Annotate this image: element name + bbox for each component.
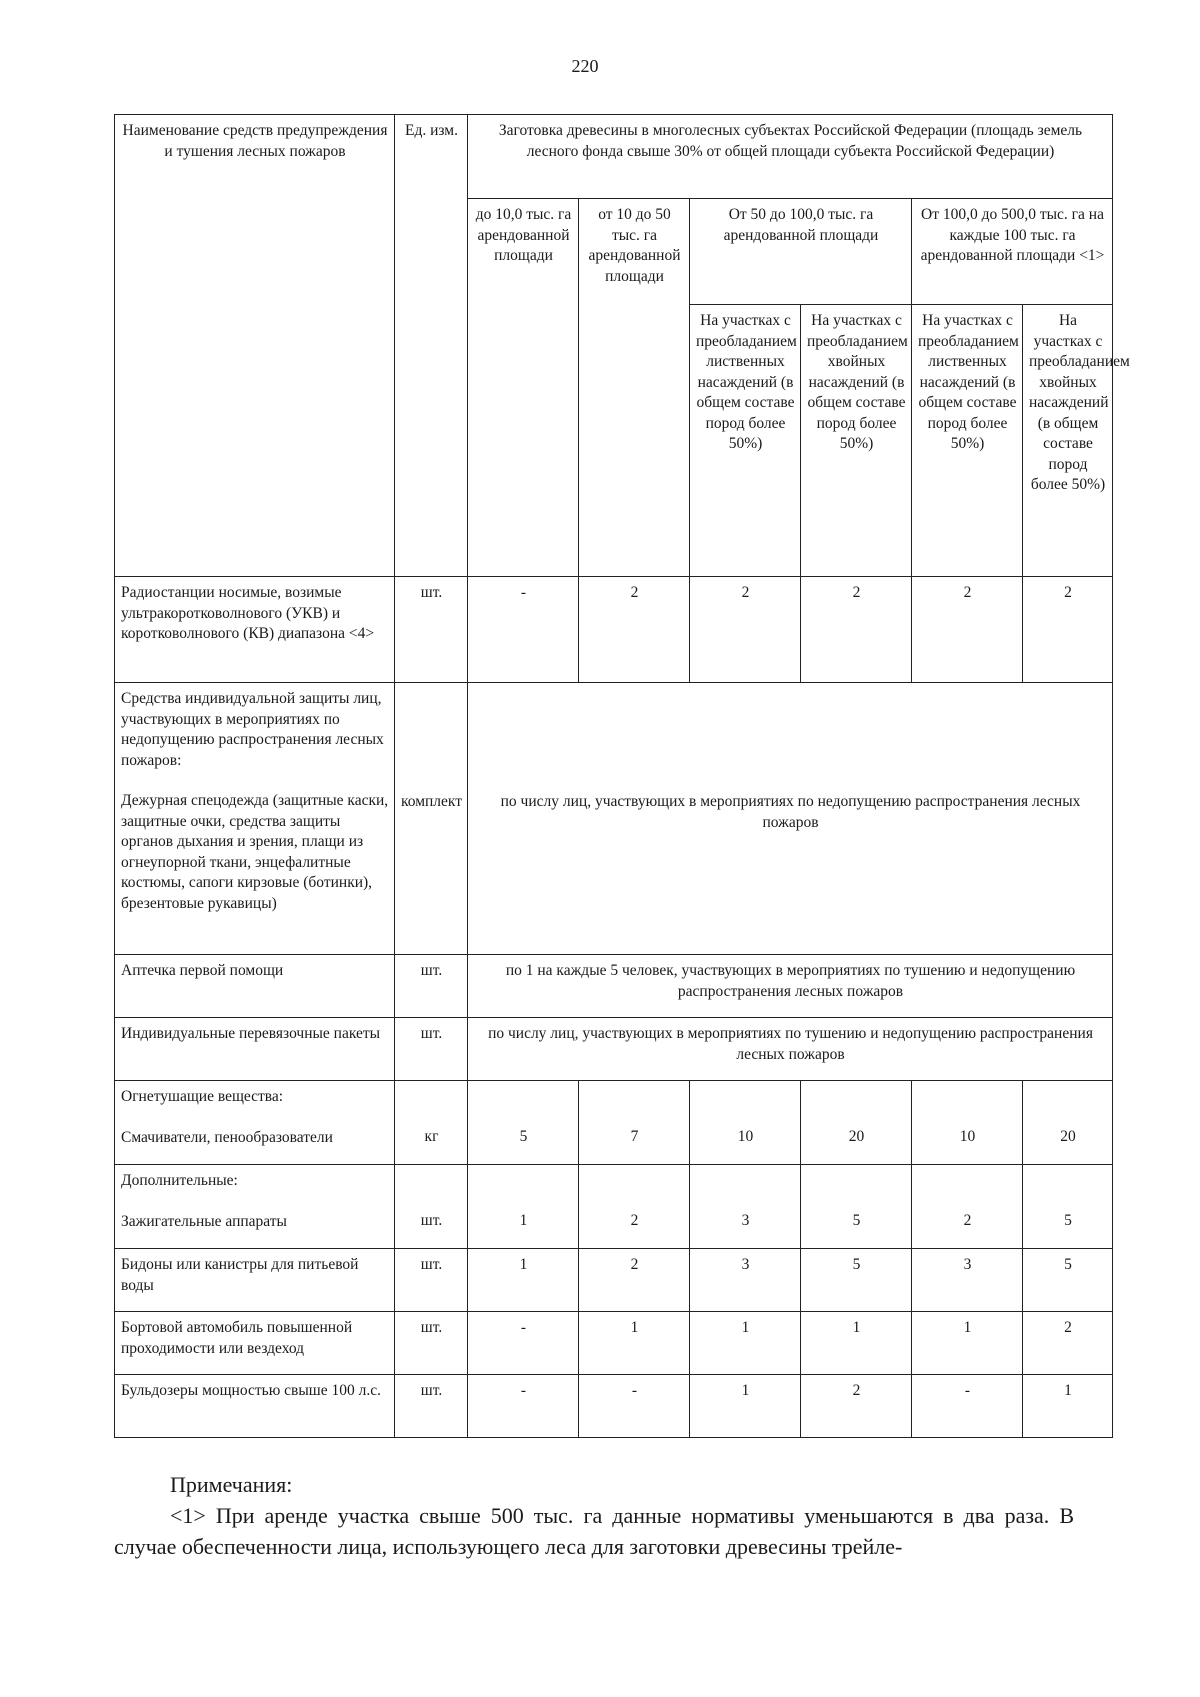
section-title: Средства индивидуальной защиты лиц, участвующих в мероприятиях по недопущению распространения лесных пожаров: [121, 690, 384, 769]
row-value [801, 1081, 912, 1165]
row-value: 3 [690, 1249, 801, 1312]
row-value: 2 [690, 577, 801, 683]
notes-heading: Примечания: [170, 1472, 293, 1497]
row-value [579, 1165, 690, 1249]
table-row [115, 1165, 1113, 1249]
row-value-text: 1 [519, 1212, 528, 1229]
row-value: 1 [468, 1249, 579, 1312]
row-item-name: Зажигательные аппараты [121, 1212, 287, 1230]
row-value: - [468, 1375, 579, 1438]
row-unit-text: шт. [420, 1212, 443, 1229]
row-name: Радиостанции носимые, возимые ультракоротковолнового (УКВ) и коротковолнового (КВ) диапазона <4> [115, 577, 395, 683]
row-value: по числу лиц, участвующих в мероприятиях по тушению и недопущению распространения лесных пожаров [468, 1018, 1113, 1081]
notes [114, 1469, 1074, 1562]
header-col-3: От 50 до 100,0 тыс. га арендованной площади [690, 199, 912, 305]
table-row [115, 1312, 1113, 1375]
row-unit: шт. [395, 1249, 468, 1312]
row-value: 2 [912, 577, 1023, 683]
row-value-text: 5 [1064, 1212, 1072, 1229]
header-row [115, 115, 1113, 199]
header-sub-1: На участках с преобладанием лиственных насаждений (в общем составе пород более 50%) [690, 305, 801, 577]
row-value [468, 683, 1113, 955]
row-unit [395, 683, 468, 955]
row-name [115, 683, 395, 955]
row-value: 3 [912, 1249, 1023, 1312]
page-number: 220 [571, 56, 599, 76]
header-col-4: От 100,0 до 500,0 тыс. га на каждые 100 тыс. га арендованной площади <1> [912, 199, 1113, 305]
table-row [115, 1018, 1113, 1081]
row-value: 2 [1023, 577, 1113, 683]
row-unit: шт. [395, 1018, 468, 1081]
row-name [115, 1165, 395, 1249]
table-row [115, 1375, 1113, 1438]
row-name: Бульдозеры мощностью свыше 100 л.с. [115, 1375, 395, 1438]
row-value: - [468, 577, 579, 683]
row-unit-text: комплект [401, 793, 463, 810]
row-value [1023, 1081, 1113, 1165]
header-sub-3: На участках с преобладанием лиственных насаждений (в общем составе пород более 50%) [912, 305, 1023, 577]
table-row [115, 577, 1113, 683]
row-value [579, 1081, 690, 1165]
row-unit [395, 1081, 468, 1165]
row-value-text: 2 [963, 1212, 972, 1229]
row-value: 1 [690, 1375, 801, 1438]
row-value: - [468, 1312, 579, 1375]
row-value-text: 10 [737, 1128, 754, 1145]
row-name: Аптечка первой помощи [115, 955, 395, 1018]
header-col-2: от 10 до 50 тыс. га арендованной площади [579, 199, 690, 577]
row-value: 2 [579, 577, 690, 683]
header-unit: Ед. изм. [395, 115, 468, 577]
row-value: 5 [1023, 1249, 1113, 1312]
header-col-1: до 10,0 тыс. га арендованной площади [468, 199, 579, 577]
row-value-text: 10 [959, 1128, 976, 1145]
row-value: - [912, 1375, 1023, 1438]
row-value [912, 1081, 1023, 1165]
row-value-text: по числу лиц, участвующих в мероприятиях по недопущению распространения лесных пожаров [500, 793, 1081, 831]
notes-paragraph: <1> При аренде участка свыше 500 тыс. га данные нормативы уменьшаются в два раза. В случае обеспеченности лица, использующего леса для заготовки древесины трейле- [114, 1503, 1074, 1559]
row-value: по 1 на каждые 5 человек, участвующих в мероприятиях по тушению и недопущению распространения лесных пожаров [468, 955, 1113, 1018]
row-value-text: 20 [1060, 1128, 1076, 1145]
row-item-name: Дежурная спецодежда (защитные каски, защитные очки, средства защиты органов дыхания и зрения, плащи из огнеупорной ткани, энцефалитные костюмы, сапоги кирзовые (ботинки), брезентовые рукавицы) [121, 792, 389, 912]
row-name [115, 1081, 395, 1165]
header-sub-2: На участках с преобладанием хвойных насаждений (в общем составе пород более 50%) [801, 305, 912, 577]
row-value: 2 [1023, 1312, 1113, 1375]
header-sub-4: На участках с преобладанием хвойных насаждений (в общем составе пород более 50%) [1023, 305, 1113, 577]
section-title: Огнетушащие вещества: [121, 1088, 284, 1105]
norms-table [114, 114, 1130, 1438]
row-name: Бидоны или канистры для питьевой воды [115, 1249, 395, 1312]
row-value [690, 1081, 801, 1165]
row-value [468, 1081, 579, 1165]
row-value: 1 [690, 1312, 801, 1375]
row-unit [395, 1165, 468, 1249]
row-value [912, 1165, 1023, 1249]
row-value: 2 [801, 577, 912, 683]
header-name: Наименование средств предупреждения и тушения лесных пожаров [115, 115, 395, 577]
row-item-name: Смачиватели, пенообразователи [121, 1128, 333, 1146]
table-row [115, 1249, 1113, 1312]
row-value-text: 5 [852, 1212, 861, 1229]
table-row [115, 683, 1113, 955]
row-unit: шт. [395, 577, 468, 683]
row-value: 1 [912, 1312, 1023, 1375]
row-value: 1 [579, 1312, 690, 1375]
row-unit-text: кг [424, 1128, 439, 1145]
row-unit: шт. [395, 955, 468, 1018]
row-value-text: 7 [630, 1128, 639, 1145]
row-value: 1 [801, 1312, 912, 1375]
row-value [690, 1165, 801, 1249]
row-value-text: 5 [519, 1128, 528, 1145]
header-group: Заготовка древесины в многолесных субъектах Российской Федерации (площадь земель лесного фонда свыше 30% от общей площади субъекта Российской Федерации) [468, 115, 1113, 199]
row-value: 5 [801, 1249, 912, 1312]
row-value [1023, 1165, 1113, 1249]
row-value-text: 20 [848, 1128, 865, 1145]
row-value: - [579, 1375, 690, 1438]
row-value: 1 [1023, 1375, 1113, 1438]
row-value: 2 [801, 1375, 912, 1438]
row-name: Индивидуальные перевязочные пакеты [115, 1018, 395, 1081]
row-value [801, 1165, 912, 1249]
row-value-text: 3 [741, 1212, 750, 1229]
section-title: Дополнительные: [121, 1172, 238, 1189]
row-value-text: 2 [630, 1212, 639, 1229]
row-value: 2 [579, 1249, 690, 1312]
row-value [468, 1165, 579, 1249]
table-row [115, 1081, 1113, 1165]
row-unit: шт. [395, 1312, 468, 1375]
row-name: Бортовой автомобиль повышенной проходимости или вездеход [115, 1312, 395, 1375]
table-row [115, 955, 1113, 1018]
row-unit: шт. [395, 1375, 468, 1438]
